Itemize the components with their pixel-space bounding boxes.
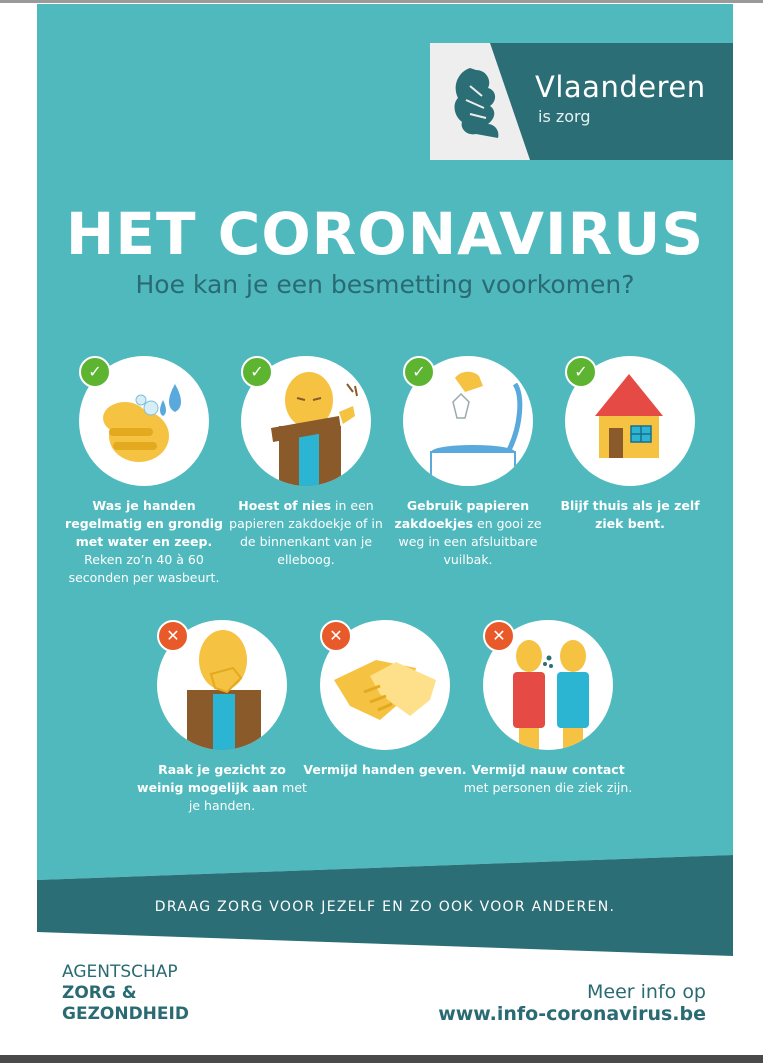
more-info-label: Meer info op [587,981,706,1003]
step-caption: Vermijd handen geven. [303,762,467,777]
bottom-border [0,1055,763,1063]
check-icon: ✓ [403,356,435,388]
agency-logo [62,962,189,1025]
step-caption: Vermijd nauw contact met personen die ziek zijn. [463,762,633,795]
more-info [438,981,706,1025]
brand-name: Vlaanderen [535,70,706,104]
check-icon: ✓ [241,356,273,388]
check-icon: ✓ [565,356,597,388]
page-title: HET CORONAVIRUS [65,200,705,268]
cross-icon: ✕ [320,620,352,652]
agency-line-1: AGENTSCHAP [62,962,178,982]
step-caption: Hoest of nies in een papieren zakdoekje of in de binnenkant van je elleboog. [229,498,383,567]
step-caption: Was je handen regelmatig en grondig met water en zeep. Reken zo’n 40 à 60 seconden per wasbeurt. [65,498,223,585]
more-info-url[interactable]: www.info-coronavirus.be [438,1003,706,1025]
check-icon: ✓ [79,356,111,388]
agency-line-3: GEZONDHEID [62,1004,189,1024]
step-caption: Gebruik papieren zakdoekjes en gooi ze weg in een afsluitbare vuilbak. [394,498,542,567]
page-subtitle: Hoe kan je een besmetting voorkomen? [135,270,635,299]
cross-icon: ✕ [157,620,189,652]
brand-tagline: is zorg [538,107,591,126]
step-caption: Blijf thuis als je zelf ziek bent. [560,498,700,531]
cross-icon: ✕ [483,620,515,652]
slogan: DRAAG ZORG VOOR JEZELF EN ZO OOK VOOR ANDEREN. [154,899,616,915]
step-caption: Raak je gezicht zo weinig mogelijk aan met je handen. [137,762,307,813]
agency-line-2: ZORG & [62,983,137,1003]
